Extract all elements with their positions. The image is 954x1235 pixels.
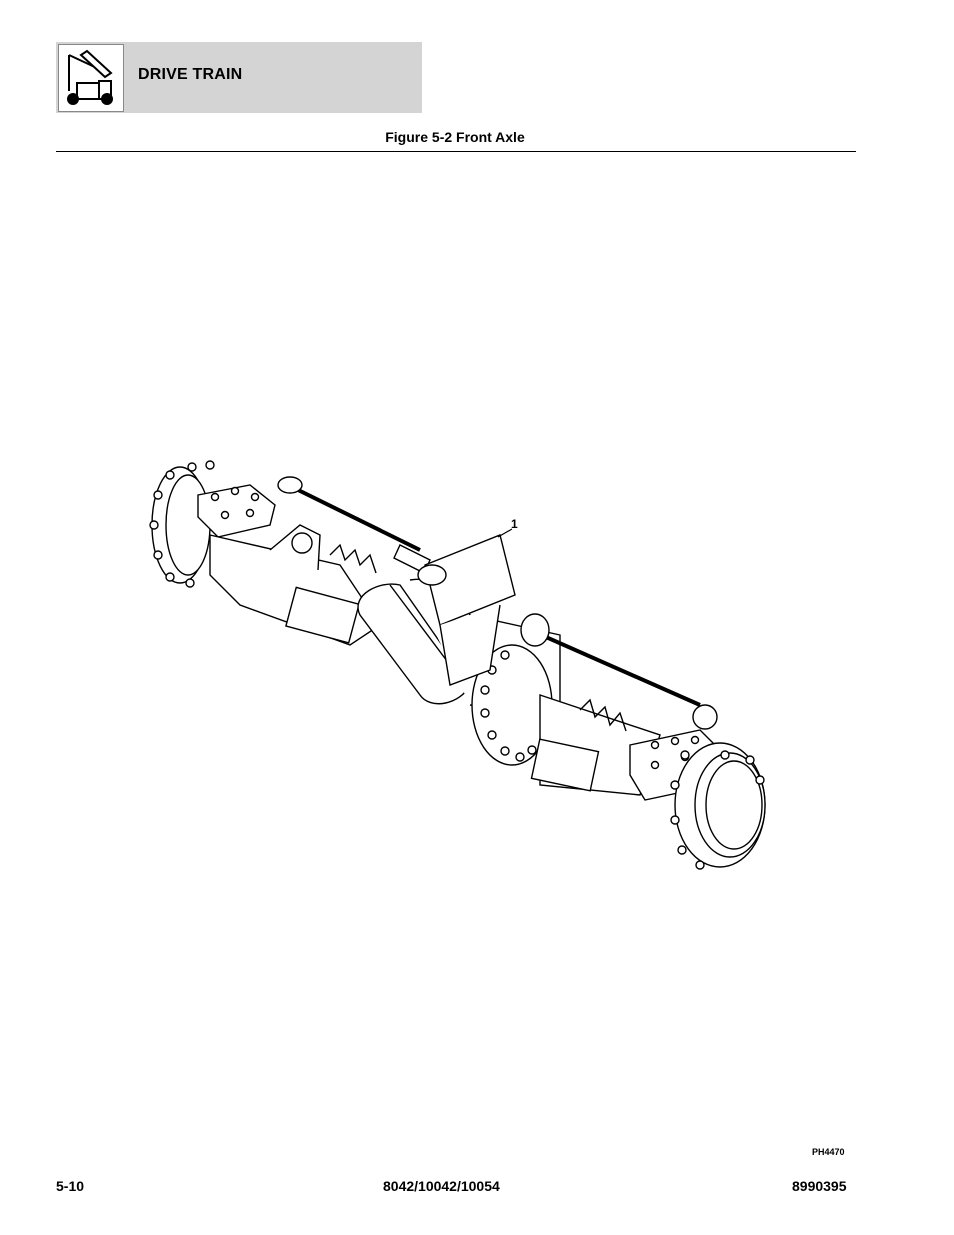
figure-code: PH4470	[812, 1147, 845, 1157]
page-number: 5-10	[56, 1178, 85, 1194]
callout-label: 1	[511, 517, 518, 531]
section-title: DRIVE TRAIN	[138, 66, 243, 83]
part-number: 8990395	[792, 1178, 847, 1194]
model-numbers: 8042/10042/10054	[383, 1178, 500, 1194]
header-rule	[56, 151, 856, 152]
lift-machine-icon	[58, 44, 124, 112]
figure-title: Figure 5-2 Front Axle	[385, 129, 525, 145]
front-axle-illustration	[140, 455, 780, 885]
